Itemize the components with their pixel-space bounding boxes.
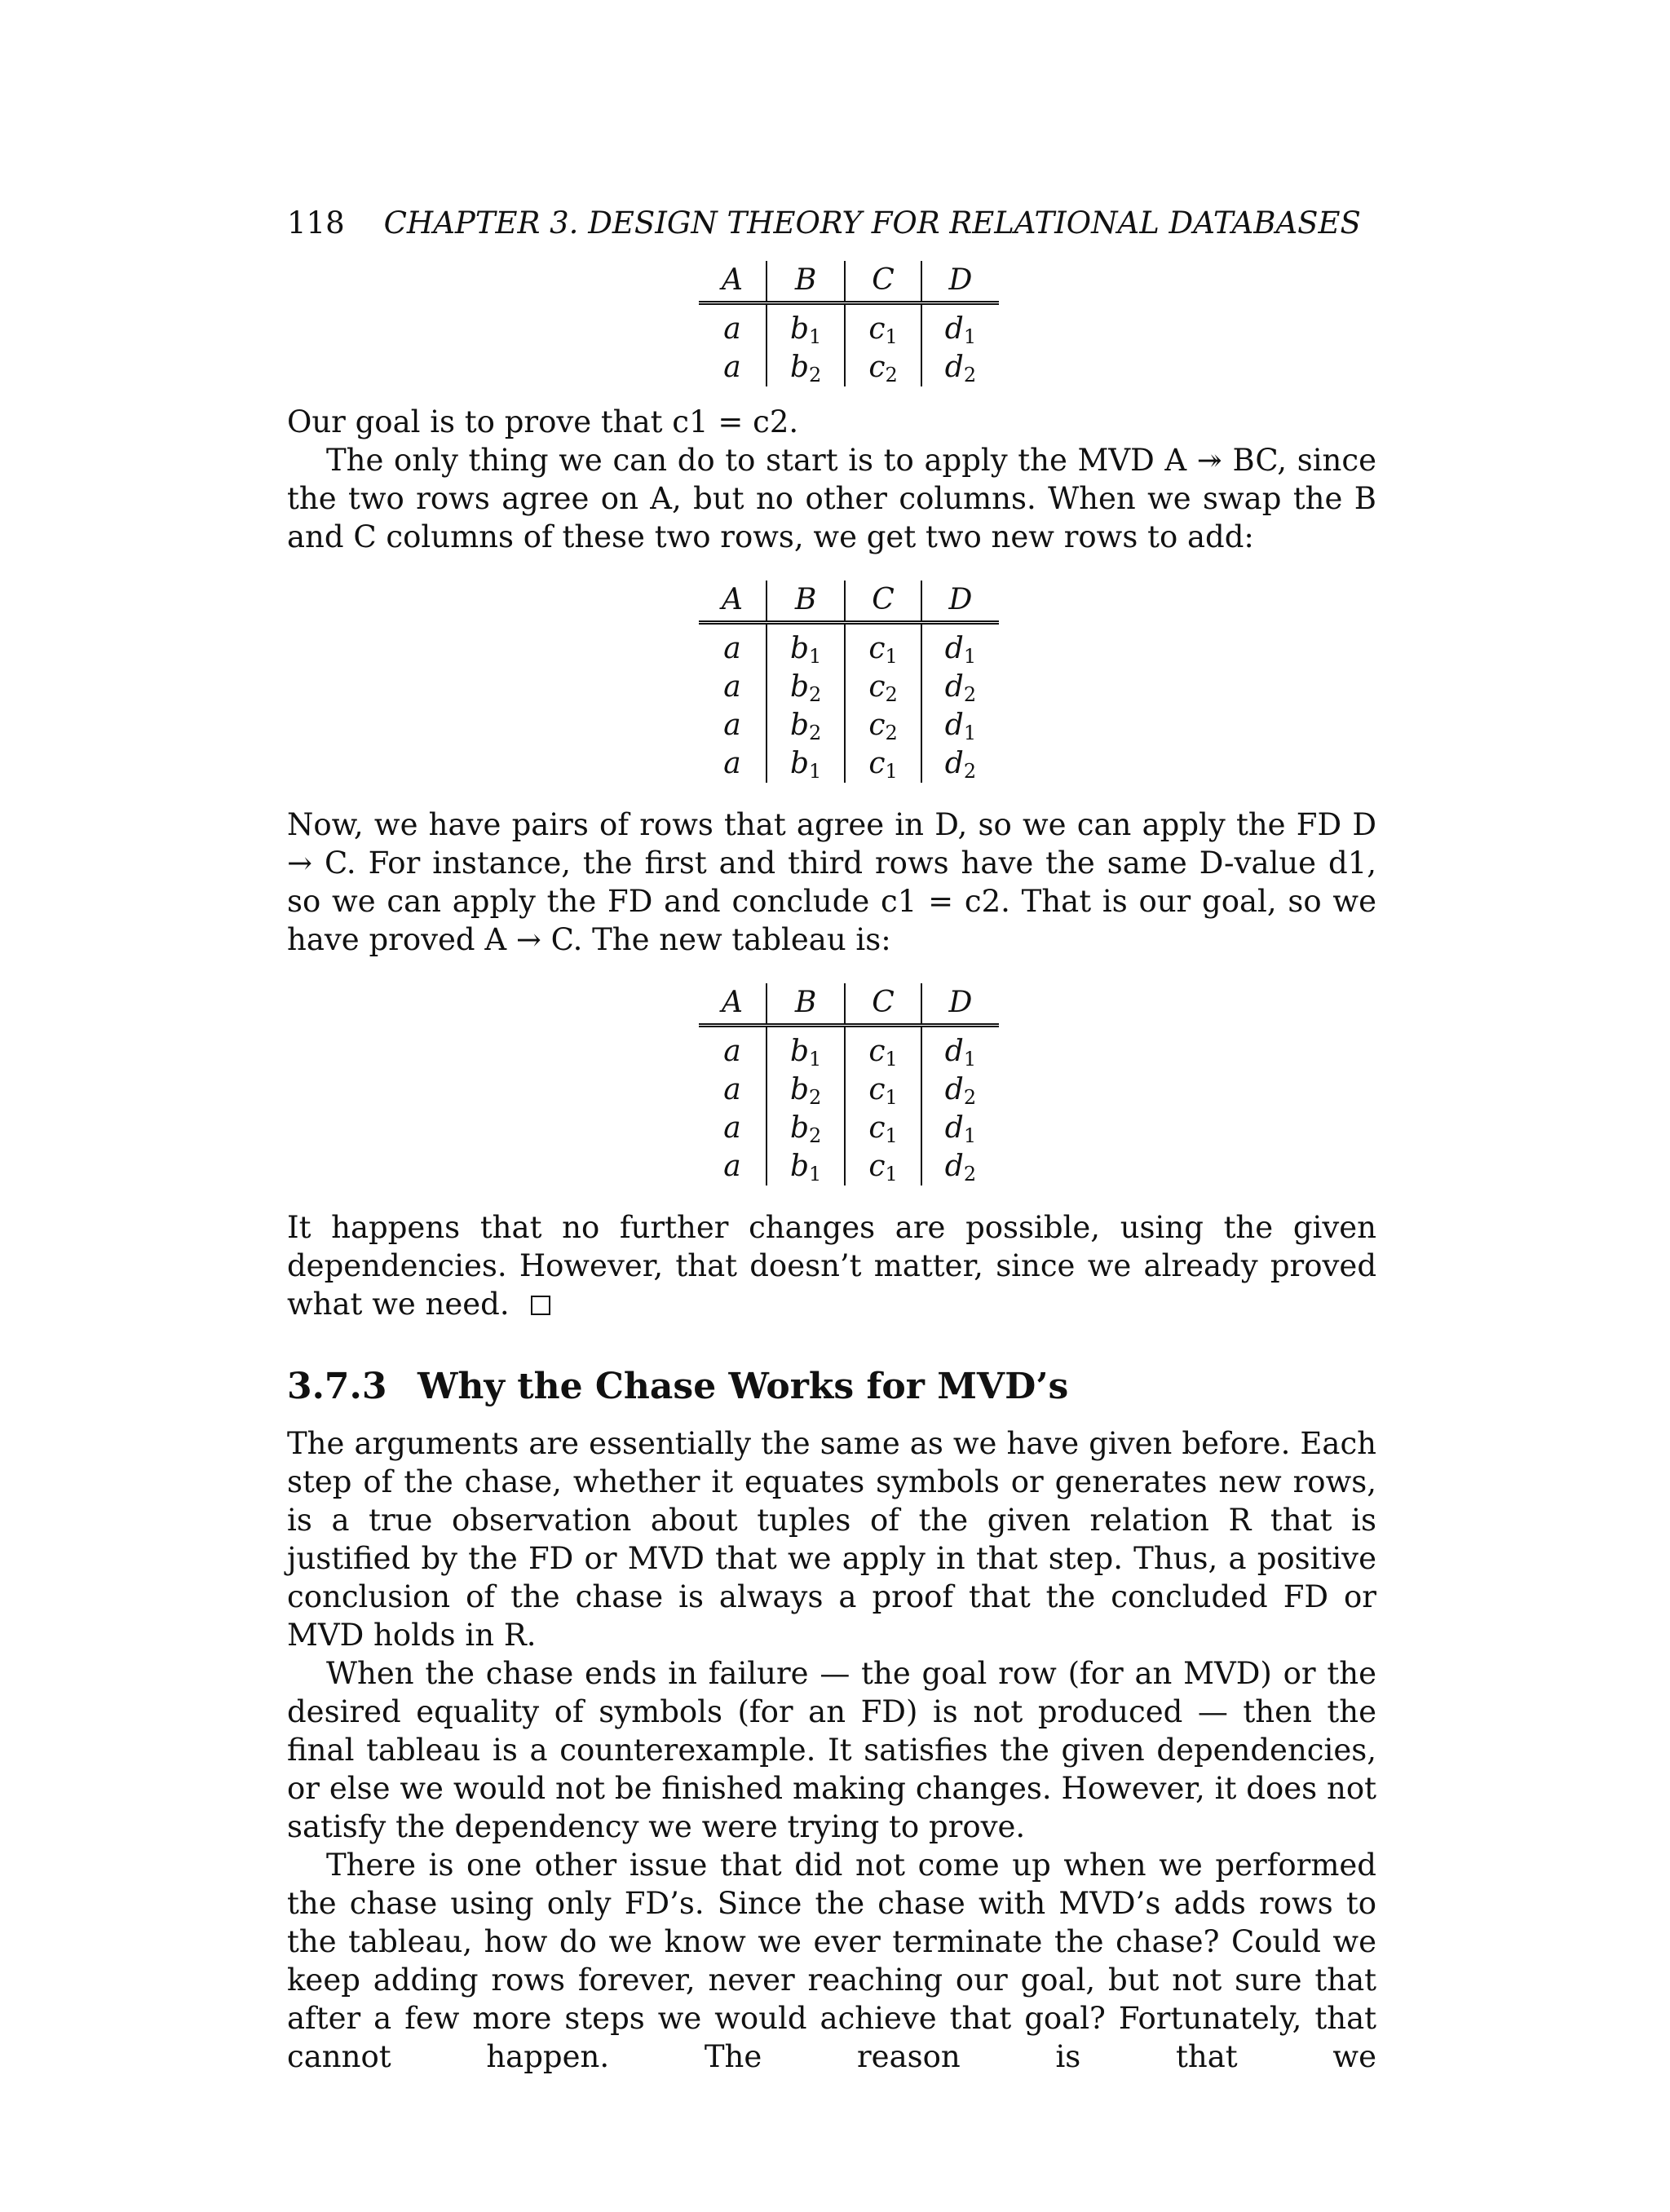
column-header: D <box>921 581 999 623</box>
table-cell <box>845 706 921 744</box>
cell-subscript: 1 <box>809 1048 822 1071</box>
tableau-final <box>699 983 999 1185</box>
table-row <box>699 348 999 386</box>
cell-subscript: 2 <box>809 722 822 744</box>
cell-subscript: 2 <box>963 760 977 783</box>
table-row <box>699 706 999 744</box>
cell-symbol: c <box>868 632 886 665</box>
table-cell <box>767 706 845 744</box>
table-cell <box>921 744 999 783</box>
cell-symbol: c <box>868 747 886 780</box>
cell-subscript: 1 <box>963 645 977 668</box>
table-row <box>699 744 999 783</box>
column-header: C <box>845 581 921 623</box>
table-cell <box>767 1109 845 1147</box>
cell-symbol: a <box>723 632 741 665</box>
cell-symbol: b <box>790 670 810 704</box>
table-cell <box>767 668 845 706</box>
cell-symbol: d <box>944 351 964 384</box>
table-cell <box>845 1147 921 1185</box>
table-cell <box>845 668 921 706</box>
cell-symbol: c <box>868 351 886 384</box>
cell-symbol: a <box>723 747 741 780</box>
cell-subscript: 1 <box>809 325 822 348</box>
table-row <box>699 1109 999 1147</box>
table-row <box>699 1071 999 1109</box>
cell-subscript: 1 <box>963 1048 977 1071</box>
table-row <box>699 623 999 669</box>
table-cell <box>921 348 999 386</box>
table-cell <box>921 303 999 349</box>
cell-symbol: a <box>723 1150 741 1183</box>
paragraph-arguments: The arguments are essentially the same as we have given before. Each step of the chase, whether it equates symbols or generates new rows, is a true observation about tuples of the given relation R that is justified by the FD or MVD that we apply in that step. Thus, a positive conclusion of the chase is always a proof that the concluded FD or MVD holds in R. <box>287 1426 1376 1653</box>
table-cell <box>767 1026 845 1071</box>
cell-symbol: a <box>723 1035 741 1068</box>
table-cell <box>845 348 921 386</box>
cell-subscript: 1 <box>885 645 898 668</box>
tableau-header-row <box>699 983 999 1026</box>
cell-symbol: b <box>790 1073 810 1106</box>
cell-symbol: a <box>723 670 741 704</box>
page-number: 118 <box>287 205 345 241</box>
cell-subscript: 2 <box>885 364 898 386</box>
column-header: B <box>767 261 845 303</box>
cell-symbol: a <box>723 351 741 384</box>
cell-symbol: d <box>944 709 964 742</box>
cell-symbol: d <box>944 670 964 704</box>
cell-symbol: d <box>944 1111 964 1145</box>
table-cell <box>699 706 767 744</box>
table-cell <box>767 744 845 783</box>
cell-symbol: a <box>723 312 741 346</box>
table-cell <box>699 1147 767 1185</box>
table-cell <box>845 1071 921 1109</box>
tableau-after-mvd <box>699 581 999 783</box>
tableau-initial <box>699 261 999 386</box>
table-cell <box>921 623 999 669</box>
column-header: C <box>845 261 921 303</box>
cell-subscript: 2 <box>963 1086 977 1109</box>
table-cell <box>699 1071 767 1109</box>
cell-subscript: 1 <box>963 325 977 348</box>
paragraph-apply-mvd: The only thing we can do to start is to apply the MVD A ↠ BC, since the two rows agree on A, but no other columns. When we swap the B and C columns of these two rows, we get two new rows to add: <box>287 443 1376 554</box>
paragraph-apply-fd: Now, we have pairs of rows that agree in D, so we can apply the FD D → C. For instance, the first and third rows have the same D-value d1, so we can apply the FD and conclude c1 = c2. That is our goal, so we have proved A → C. The new tableau is: <box>287 807 1376 957</box>
cell-subscript: 2 <box>809 364 822 386</box>
table-cell <box>845 1026 921 1071</box>
column-header: D <box>921 261 999 303</box>
cell-subscript: 1 <box>885 1163 898 1185</box>
table-cell <box>921 1071 999 1109</box>
tableau-header-row <box>699 581 999 623</box>
table-cell <box>767 623 845 669</box>
section-title: Why the Chase Works for MVD’s <box>418 1366 1069 1407</box>
cell-symbol: c <box>868 670 886 704</box>
table-cell <box>699 348 767 386</box>
cell-symbol: b <box>790 1111 810 1145</box>
goal-text: Our goal is to prove that c1 = c2. <box>287 404 799 439</box>
cell-subscript: 1 <box>885 1048 898 1071</box>
cell-subscript: 1 <box>963 722 977 744</box>
no-changes-text: It happens that no further changes are possible, using the given dependencies. However, that doesn’t matter, since we already proved what we need. <box>287 1210 1376 1322</box>
table-row <box>699 1026 999 1071</box>
qed-square-icon <box>531 1296 550 1315</box>
running-header <box>287 204 1376 243</box>
table-cell <box>767 348 845 386</box>
cell-subscript: 1 <box>885 1124 898 1147</box>
cell-symbol: d <box>944 632 964 665</box>
table-cell <box>699 1109 767 1147</box>
cell-subscript: 1 <box>809 760 822 783</box>
cell-subscript: 1 <box>809 1163 822 1185</box>
column-header: C <box>845 983 921 1026</box>
paragraph-termination: There is one other issue that did not come up when we performed the chase using only FD’s. Since the chase with MVD’s adds rows to the tableau, how do we know we ever terminate the chase? Could we keep adding rows forever, never reaching our goal, but not sure that after a few more steps we would achieve that goal? Fortunately, that cannot happen. The reason is that we <box>287 1848 1376 2074</box>
cell-subscript: 1 <box>885 325 898 348</box>
cell-symbol: b <box>790 632 810 665</box>
cell-subscript: 2 <box>963 1163 977 1185</box>
cell-symbol: b <box>790 709 810 742</box>
table-cell <box>699 303 767 349</box>
table-cell <box>699 668 767 706</box>
cell-subscript: 2 <box>809 1124 822 1147</box>
column-header: A <box>699 983 767 1026</box>
table-cell <box>921 668 999 706</box>
cell-symbol: c <box>868 1035 886 1068</box>
cell-symbol: d <box>944 312 964 346</box>
cell-symbol: b <box>790 747 810 780</box>
column-header: A <box>699 261 767 303</box>
section-number: 3.7.3 <box>287 1366 387 1407</box>
cell-symbol: b <box>790 351 810 384</box>
cell-symbol: b <box>790 1035 810 1068</box>
column-header: B <box>767 983 845 1026</box>
table-cell <box>845 744 921 783</box>
cell-symbol: d <box>944 1035 964 1068</box>
table-row <box>699 303 999 349</box>
cell-symbol: c <box>868 1150 886 1183</box>
paragraph-failure: When the chase ends in failure — the goal row (for an MVD) or the desired equality of symbols (for an FD) is not produced — then the final tableau is a counterexample. It satisfies the given dependencies, or else we would not be finished making changes. However, it does not satisfy the dependency we were trying to prove. <box>287 1656 1376 1844</box>
cell-subscript: 2 <box>963 364 977 386</box>
table-cell <box>921 1026 999 1071</box>
table-cell <box>921 1147 999 1185</box>
table-cell <box>699 623 767 669</box>
table-cell <box>699 744 767 783</box>
table-cell <box>767 1147 845 1185</box>
cell-symbol: c <box>868 1073 886 1106</box>
cell-subscript: 2 <box>963 683 977 706</box>
cell-symbol: c <box>868 1111 886 1145</box>
cell-subscript: 2 <box>885 683 898 706</box>
cell-symbol: b <box>790 1150 810 1183</box>
table-cell <box>845 1109 921 1147</box>
cell-symbol: c <box>868 709 886 742</box>
cell-subscript: 2 <box>809 683 822 706</box>
table-cell <box>921 1109 999 1147</box>
table-cell <box>767 303 845 349</box>
cell-symbol: a <box>723 1073 741 1106</box>
running-title: CHAPTER 3. DESIGN THEORY FOR RELATIONAL DATABASES <box>383 205 1361 241</box>
cell-symbol: a <box>723 1111 741 1145</box>
cell-symbol: c <box>868 312 886 346</box>
tableau-header-row <box>699 261 999 303</box>
cell-subscript: 2 <box>809 1086 822 1109</box>
column-header: D <box>921 983 999 1026</box>
cell-symbol: d <box>944 747 964 780</box>
column-header: B <box>767 581 845 623</box>
cell-symbol: b <box>790 312 810 346</box>
cell-subscript: 1 <box>963 1124 977 1147</box>
table-row <box>699 1147 999 1185</box>
table-cell <box>845 623 921 669</box>
cell-subscript: 1 <box>885 1086 898 1109</box>
table-cell <box>921 706 999 744</box>
column-header: A <box>699 581 767 623</box>
table-cell <box>767 1071 845 1109</box>
cell-subscript: 1 <box>809 645 822 668</box>
section-heading <box>287 1364 1376 1410</box>
cell-symbol: d <box>944 1150 964 1183</box>
cell-subscript: 1 <box>885 760 898 783</box>
paragraph-goal <box>287 403 1376 441</box>
table-cell <box>845 303 921 349</box>
table-cell <box>699 1026 767 1071</box>
table-row <box>699 668 999 706</box>
cell-symbol: d <box>944 1073 964 1106</box>
paragraph-no-changes <box>287 1208 1376 1323</box>
book-page <box>287 204 1376 2076</box>
cell-subscript: 2 <box>885 722 898 744</box>
cell-symbol: a <box>723 709 741 742</box>
